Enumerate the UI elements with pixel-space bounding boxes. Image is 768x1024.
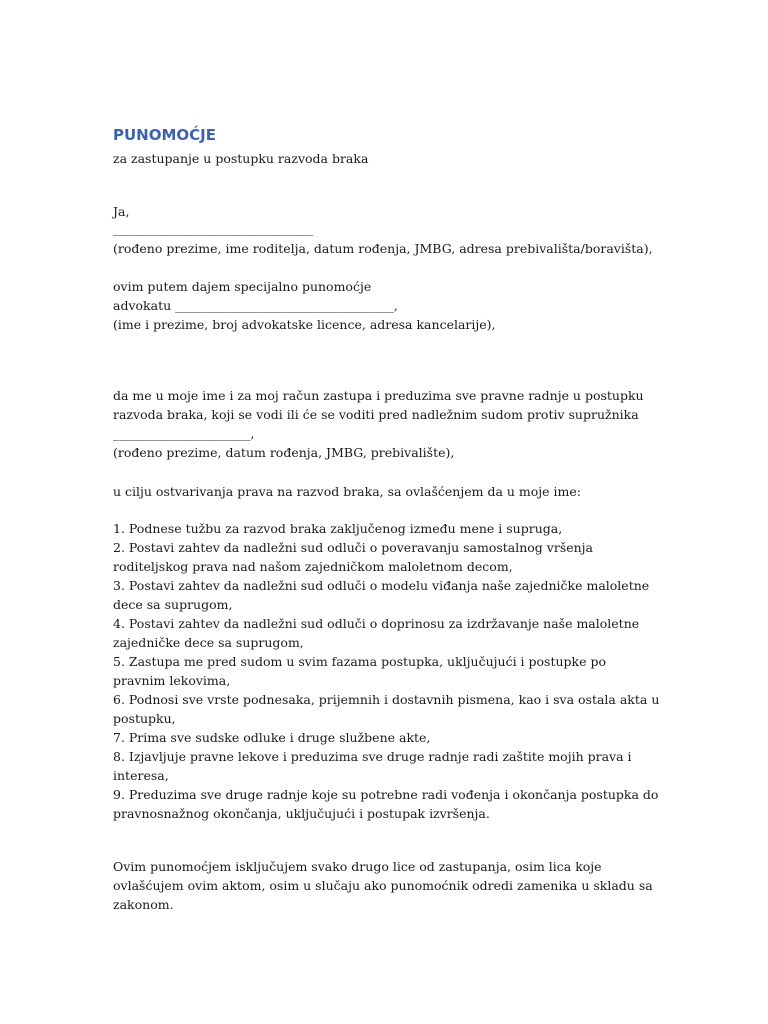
list-item: 5. Zastupa me pred sudom u svim fazama postupka, uključujući i postupke po pravnim lekovima,	[113, 654, 607, 688]
scope-paragraph: da me u moje ime i za moj račun zastupa i preduzima sve pravne radnje u postupku razvoda braka, koji se vodi ili će se voditi pred nadležnim sudom protiv supružnika	[113, 388, 644, 422]
spouse-hint: (rođeno prezime, datum rođenja, JMBG, prebivalište),	[113, 445, 455, 460]
list-item: 3. Postavi zahtev da nadležni sud odluči o modelu viđanja naše zajedničke maloletne dece sa suprugom,	[113, 578, 650, 612]
list-item: 1. Podnese tužbu za razvod braka zaključenog između mene i supruga,	[113, 521, 563, 536]
purpose-paragraph: u cilju ostvarivanja prava na razvod braka, sa ovlašćenjem da u moje ime:	[113, 484, 581, 499]
list-item: 6. Podnosi sve vrste podnesaka, prijemnih i dostavnih pismena, kao i sva ostala akta u postupku,	[113, 692, 660, 726]
grantor-intro: Ja,	[113, 204, 130, 219]
list-item: 4. Postavi zahtev da nadležni sud odluči o doprinosu za izdržavanje naše maloletne zajedničke dece sa suprugom,	[113, 616, 640, 650]
list-item: 9. Preduzima sve druge radnje koje su potrebne radi vođenja i okončanja postupka do pravnosnažnog okončanja, uključujući i postupak izvršenja.	[113, 787, 659, 821]
spouse-blank: ______________________,	[113, 426, 255, 441]
attorney-hint: (ime i prezime, broj advokatske licence, adresa kancelarije),	[113, 317, 496, 332]
document-title: PUNOMOĆJE	[113, 126, 216, 144]
closing-paragraph: Ovim punomoćjem isključujem svako drugo lice od zastupanja, osim lica koje ovlašćujem ovim aktom, osim u slučaju ako punomoćnik odredi zamenika u skladu sa zakonom.	[113, 859, 653, 912]
grant-line-1: ovim putem dajem specijalno punomoćje	[113, 279, 372, 294]
grant-line-2: advokatu ___________________________________,	[113, 298, 398, 313]
authority-list	[113, 519, 661, 823]
document-subtitle: za zastupanje u postupku razvoda braka	[113, 151, 369, 166]
list-item: 2. Postavi zahtev da nadležni sud odluči o poveravanju samostalnog vršenja roditeljskog prava nad našom zajedničkom maloletnom decom,	[113, 540, 594, 574]
list-item: 8. Izjavljuje pravne lekove i preduzima sve druge radnje radi zaštite mojih prava i interesa,	[113, 749, 632, 783]
grantor-blank: ________________________________	[113, 221, 313, 236]
grantor-hint: (rođeno prezime, ime roditelja, datum rođenja, JMBG, adresa prebivališta/boravišta),	[113, 241, 653, 256]
list-item: 7. Prima sve sudske odluke i druge službene akte,	[113, 730, 431, 745]
